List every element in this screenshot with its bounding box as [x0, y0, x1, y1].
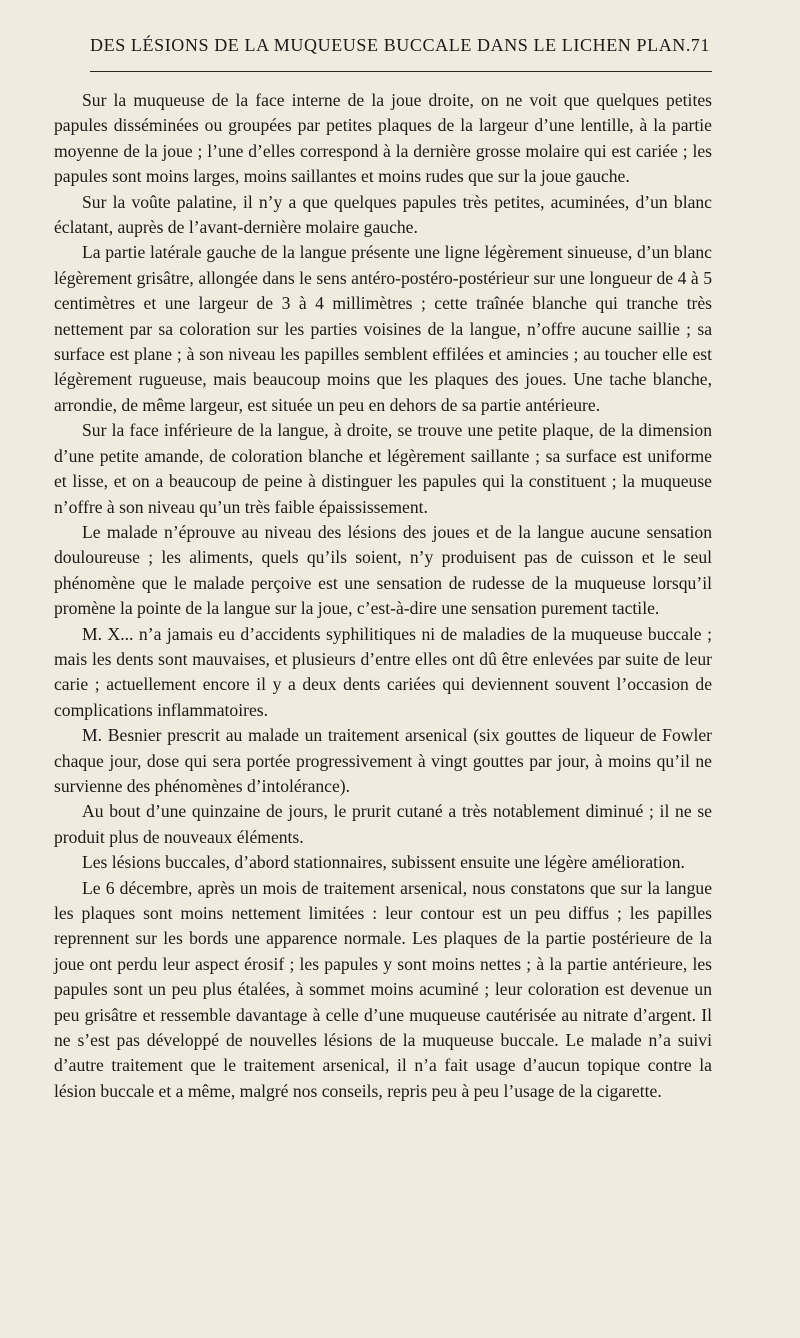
- paragraph: La partie latérale gauche de la langue présente une ligne légèrement sinueuse, d’un blanc légèrement grisâtre, allongée dans le sens antéro-postéro-postérieur sur une longueur de 4 à 5 centimètres et une largeur de 3 à 4 millimètres ; cette traînée blanche qui tranche très nettement par sa coloration sur les parties voisines de la langue, n’offre aucune saillie ; sa surface est plane ; à son niveau les papilles semblent effilées et amincies ; au toucher elle est légèrement rugueuse, mais beaucoup moins que les plaques des joues. Une tache blanche, arrondie, de même largeur, est située un peu en dehors de sa partie antérieure.: [54, 242, 712, 415]
- running-title: DES LÉSIONS DE LA MUQUEUSE BUCCALE DANS LE LICHEN PLAN.: [90, 35, 692, 55]
- paragraph: Au bout d’une quinzaine de jours, le prurit cutané a très notablement diminué ; il ne se produit plus de nouveaux éléments.: [54, 801, 712, 847]
- paragraph: Sur la face inférieure de la langue, à droite, se trouve une petite plaque, de la dimension d’une petite amande, de coloration blanche et légèrement saillante ; sa surface est uniforme et lisse, et on a beaucoup de peine à distinguer les papules qui la constituent ; la muqueuse n’offre à son niveau qu’un très faible épaississement.: [54, 420, 712, 517]
- paragraph: Sur la voûte palatine, il n’y a que quelques papules très petites, acuminées, d’un blanc éclatant, auprès de l’avant-dernière molaire gauche.: [54, 191, 712, 238]
- body-text: [54, 88, 712, 1104]
- page-number: 71: [690, 35, 710, 55]
- paragraph: M. Besnier prescrit au malade un traitement arsenical (six gouttes de liqueur de Fowler chaque jour, dose qui sera portée progressivement à vingt gouttes par jour, à moins qu’il ne survienne des phénomènes d’intolérance).: [54, 725, 712, 796]
- header-rule: [90, 71, 712, 72]
- paragraph: Les lésions buccales, d’abord stationnaires, subissent ensuite une légère amélioration.: [82, 852, 685, 873]
- running-head: [90, 30, 710, 60]
- paragraph: M. X... n’a jamais eu d’accidents syphilitiques ni de maladies de la muqueuse buccale ; mais les dents sont mauvaises, et plusieurs d’entre elles ont dû être enlevées par suite de leur carie ; actuellement encore il y a deux dents cariées qui deviennent souvent l’occasion de complications inflammatoires.: [54, 623, 712, 720]
- paragraph: Sur la muqueuse de la face interne de la joue droite, on ne voit que quelques petites papules disséminées ou groupées par petites plaques de la largeur d’une lentille, à la partie moyenne de la joue ; l’une d’elles correspond à la dernière grosse molaire qui est cariée ; les papules sont moins larges, moins saillantes et moins rudes que sur la joue gauche.: [54, 90, 712, 187]
- paragraph: Le 6 décembre, après un mois de traitement arsenical, nous constatons que sur la langue les plaques sont moins nettement limitées : leur contour est un peu diffus ; les papilles reprennent sur les bords une apparence normale. Les plaques de la partie postérieure de la joue ont perdu leur aspect érosif ; les papules y sont moins nettes ; à la partie antérieure, les papules sont un peu plus étalées, à sommet moins acuminé ; leur coloration est devenue un peu grisâtre et ressemble davantage à celle d’une muqueuse cautérisée au nitrate d’argent. Il ne s’est pas développé de nouvelles lésions de la muqueuse buccale. Le malade n’a suivi d’autre traitement que le traitement arsenical, il n’a fait usage d’aucun topique contre la lésion buccale et a même, malgré nos conseils, repris peu à peu l’usage de la cigarette.: [54, 877, 712, 1101]
- paragraph: Le malade n’éprouve au niveau des lésions des joues et de la langue aucune sensation douloureuse ; les aliments, quels qu’ils soient, n’y produisent pas de cuisson et le seul phénomène que le malade perçoive est une sensation de rudesse de la muqueuse lorsqu’il promène la pointe de la langue sur la joue, c’est-à-dire une sensation purement tactile.: [54, 521, 712, 619]
